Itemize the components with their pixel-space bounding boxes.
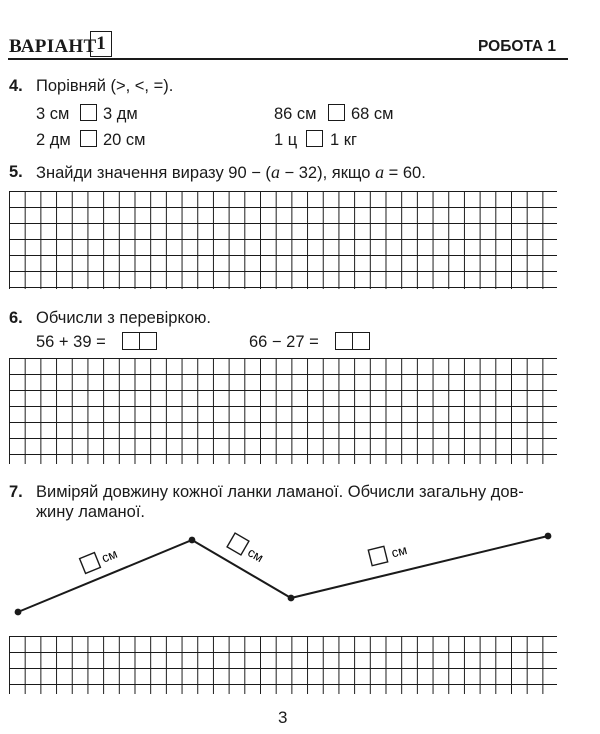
compare-answer-box[interactable] [80,130,97,147]
task7-number: 7. [9,483,23,501]
task4-number: 4. [9,77,23,95]
variant-number: 1 [96,33,106,54]
answer-digit-box[interactable] [352,332,370,350]
compare-right: 1 кг [330,131,357,149]
unit-label: см [99,545,120,566]
vertex-point [15,609,22,616]
segment-length-box[interactable] [368,546,387,565]
variant-label: ВАРІАНТ [9,36,97,57]
task5-instruction: Знайди значення виразу 90 − (a − 32), якщо a = 60. [36,162,426,182]
unit-label: см [389,542,409,561]
compare-right: 3 дм [103,105,138,123]
answer-grid[interactable] [9,358,557,464]
compare-answer-box[interactable] [328,104,345,121]
answer-digit-box[interactable] [139,332,157,350]
task7-instruction-line1: Виміряй довжину кожної ланки ламаної. Обчисли загальну дов- [36,483,524,501]
compare-left: 3 см [36,105,70,123]
compare-left: 1 ц [274,131,298,149]
variable-a: a [375,162,385,182]
answer-grid[interactable] [9,191,557,289]
answer-digit-box[interactable] [122,332,140,350]
broken-line [18,536,548,612]
segment-length-box[interactable] [227,533,249,555]
compare-right: 20 см [103,131,146,149]
expression-1: 56 + 39 = [36,333,106,351]
vertex-point [189,537,196,544]
compare-answer-box[interactable] [306,130,323,147]
vertex-point [545,533,552,540]
answer-digit-box[interactable] [335,332,353,350]
polyline-figure [0,520,600,630]
segment-length-box[interactable] [80,553,101,574]
task6-number: 6. [9,309,23,327]
variant-number-box [90,31,112,57]
compare-left: 86 см [274,105,317,123]
compare-right: 68 см [351,105,394,123]
work-label: РОБОТА 1 [478,38,556,55]
compare-answer-box[interactable] [80,104,97,121]
answer-grid[interactable] [9,636,557,694]
compare-left: 2 дм [36,131,71,149]
variable-a: a [270,162,280,182]
header-rule [8,58,568,60]
unit-label: см [245,544,267,566]
vertex-point [288,595,295,602]
task5-number: 5. [9,163,23,181]
expression-2: 66 − 27 = [249,333,319,351]
task7-instruction-line2: жину ламаної. [36,503,145,521]
task6-instruction: Обчисли з перевіркою. [36,309,211,327]
page-number: 3 [278,708,288,727]
task4-instruction: Порівняй (>, <, =). [36,77,174,95]
